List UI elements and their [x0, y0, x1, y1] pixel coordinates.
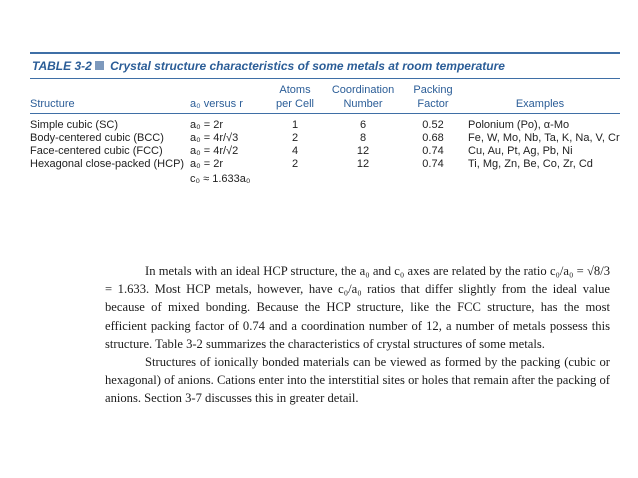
row-examples: Cu, Au, Pt, Ag, Pb, Ni	[468, 145, 573, 157]
row-packing: 0.52	[422, 119, 444, 131]
header-packing-line2: Factor	[417, 98, 449, 110]
row-atoms: 2	[291, 158, 299, 170]
row-coordination: 6	[359, 119, 367, 131]
row-packing: 0.74	[422, 158, 444, 170]
row-structure: Hexagonal close-packed (HCP)	[30, 158, 185, 170]
row-examples: Polonium (Po), α-Mo	[468, 119, 570, 131]
row-coordination: 8	[359, 132, 367, 144]
header-coordination-line2: Number	[343, 98, 383, 110]
table-body	[30, 114, 620, 206]
row-atoms: 4	[291, 145, 299, 157]
row-coordination: 12	[356, 145, 370, 157]
row-atoms: 2	[291, 132, 299, 144]
row-structure: Simple cubic (SC)	[30, 119, 119, 131]
paragraph: Structures of ionically bonded materials can be viewed as formed by the packing (cubic or hexagonal) of anions. Cations enter into the interstitial sites or holes that remain after the packing of anions. Section 3-7 discusses this in greater detail.	[105, 355, 610, 406]
header-examples: Examples	[515, 98, 565, 110]
table-header-row	[30, 79, 620, 114]
paragraph: In metals with an ideal HCP structure, the a₀ and c₀ axes are related by the ratio c₀/a₀ = √8/3 = 1.633. Most HCP metals, however, have c₀/a₀ ratios that differ slightly from the ideal value because of mixed bonding. Because the HCP structure, like the FCC structure, has the most efficient packing factor of 0.74 and a coordination number of 12, a number of metals possess this structure. Table 3-2 summarizes the characteristics of crystal structures of some metals.	[105, 264, 610, 351]
hcp-c0-ratio: c₀ ≈ 1.633a₀	[190, 173, 251, 185]
header-structure: Structure	[30, 98, 75, 110]
row-structure: Face-centered cubic (FCC)	[30, 145, 163, 157]
row-a0: a₀ = 4r/√3	[190, 132, 239, 144]
row-examples: Fe, W, Mo, Nb, Ta, K, Na, V, Cr	[468, 132, 620, 144]
table-caption	[30, 52, 620, 79]
row-packing: 0.68	[422, 132, 444, 144]
row-a0: a₀ = 4r/√2	[190, 145, 239, 157]
header-atoms-line2: per Cell	[276, 98, 314, 110]
body-text	[105, 262, 610, 408]
header-coordination-line1: Coordination	[331, 84, 395, 96]
row-a0: a₀ = 2r	[190, 119, 223, 131]
caption-square-icon	[95, 61, 104, 70]
header-a0-versus-r: a₀ versus r	[190, 98, 243, 110]
header-packing-line1: Packing	[413, 84, 453, 96]
row-packing: 0.74	[422, 145, 444, 157]
header-atoms-line1: Atoms	[279, 84, 311, 96]
table-caption-title: Crystal structure characteristics of some metals at room temperature	[110, 59, 505, 73]
table-caption-label: TABLE 3-2	[32, 59, 92, 73]
row-a0: a₀ = 2r	[190, 158, 223, 170]
row-examples: Ti, Mg, Zn, Be, Co, Zr, Cd	[468, 158, 593, 170]
crystal-structure-table	[30, 52, 620, 206]
row-atoms: 1	[291, 119, 299, 131]
row-structure: Body-centered cubic (BCC)	[30, 132, 164, 144]
row-coordination: 12	[356, 158, 370, 170]
